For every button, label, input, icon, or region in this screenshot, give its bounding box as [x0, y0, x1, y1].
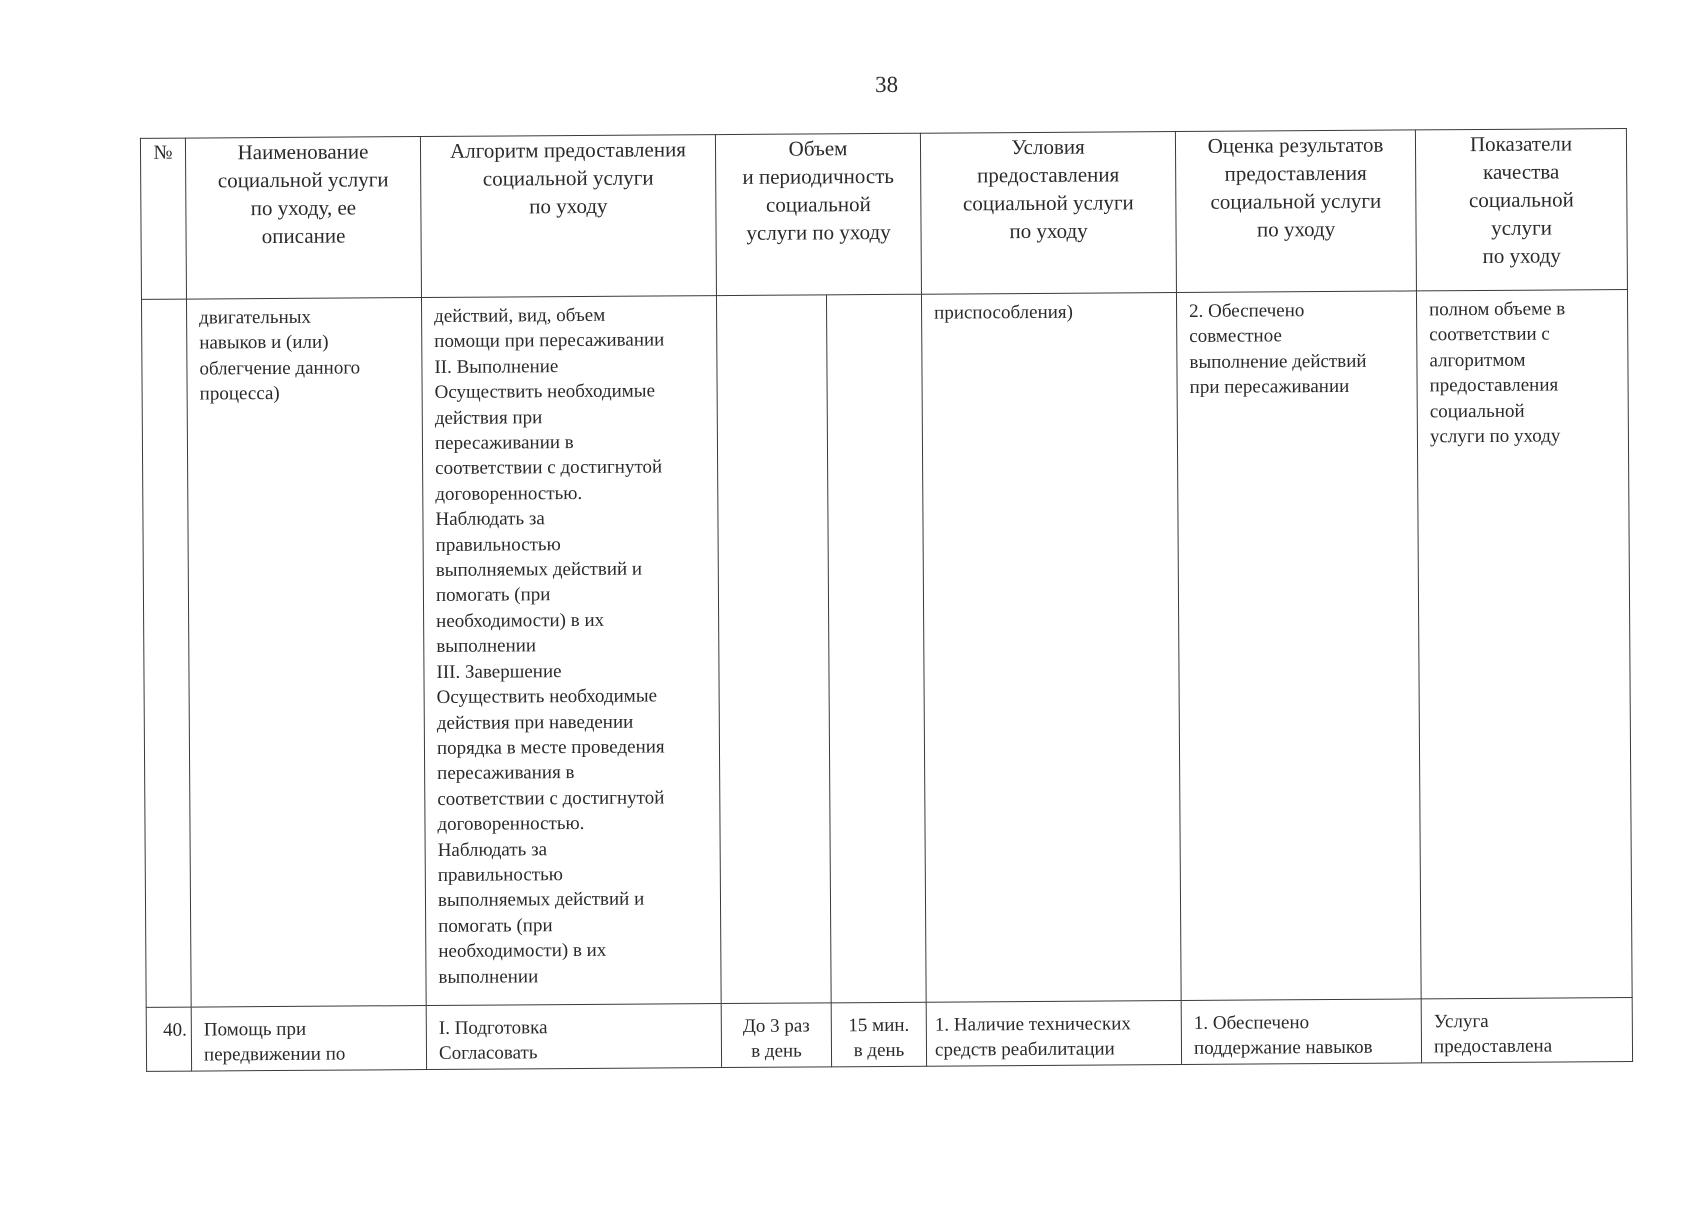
cell-algorithm: действий, вид, объем помощи при пересаживании II. Выполнение Осуществить необходимые действия при пересаживании в соответствии с достигнутой договоренностью. Наблюдать за правильностью выполняемых действий и помогать (при необходимости) в их выполнении III. Завершение Осуществить необходимые действия при наведении порядка в месте проведения пересаживания в соответствии с достигнутой договоренностью. Наблюдать за правильностью выполняемых действий и помогать (при необходимости) в их выполнении: [421, 296, 721, 1006]
cell-number-40: 40.: [146, 1007, 191, 1071]
cell-algorithm-40: I. Подготовка Согласовать: [426, 1004, 721, 1070]
cell-conditions-40: 1. Наличие технических средств реабилитации: [926, 1001, 1181, 1067]
header-volume: Объем и периодичность социальной услуги по уходу: [715, 133, 921, 295]
cell-evaluation-40: 1. Обеспечено поддержание навыков: [1181, 999, 1421, 1065]
page-number: 38: [874, 71, 899, 98]
cell-indicators-40: Услуга предоставлена: [1421, 998, 1632, 1063]
header-conditions: Условия предоставления социальной услуги по уходу: [920, 132, 1176, 295]
header-evaluation: Оценка результатов предоставления социальной услуги по уходу: [1175, 130, 1416, 293]
cell-volume-time: [826, 294, 926, 1003]
header-number: №: [140, 138, 186, 299]
cell-indicators: полном объеме в соответствии с алгоритмом предоставления социальной услуги по уходу: [1416, 290, 1632, 999]
cell-service-name-40: Помощь при передвижении по: [191, 1006, 426, 1072]
cell-number: [141, 299, 191, 1007]
cell-conditions: приспособления): [921, 293, 1181, 1003]
table-row-40: [146, 998, 1632, 1072]
cell-volume-time-40: 15 мин. в день: [831, 1002, 926, 1067]
table-row-continued: [141, 290, 1632, 1008]
cell-volume-frequency-40: До 3 раз в день: [721, 1003, 831, 1068]
cell-evaluation: 2. Обеспечено совместное выполнение действий при пересаживании: [1176, 291, 1421, 1001]
services-table: [140, 128, 1633, 1072]
header-indicators: Показатели качества социальной услуги по уходу: [1415, 129, 1627, 291]
header-algorithm: Алгоритм предоставления социальной услуги по уходу: [420, 135, 716, 298]
cell-service-name: двигательных навыков и (или) облегчение данного процесса): [186, 298, 426, 1008]
table-header-row: [140, 129, 1627, 300]
cell-volume-frequency: [716, 295, 831, 1004]
header-service-name: Наименование социальной услуги по уходу, ее описание: [185, 137, 421, 300]
